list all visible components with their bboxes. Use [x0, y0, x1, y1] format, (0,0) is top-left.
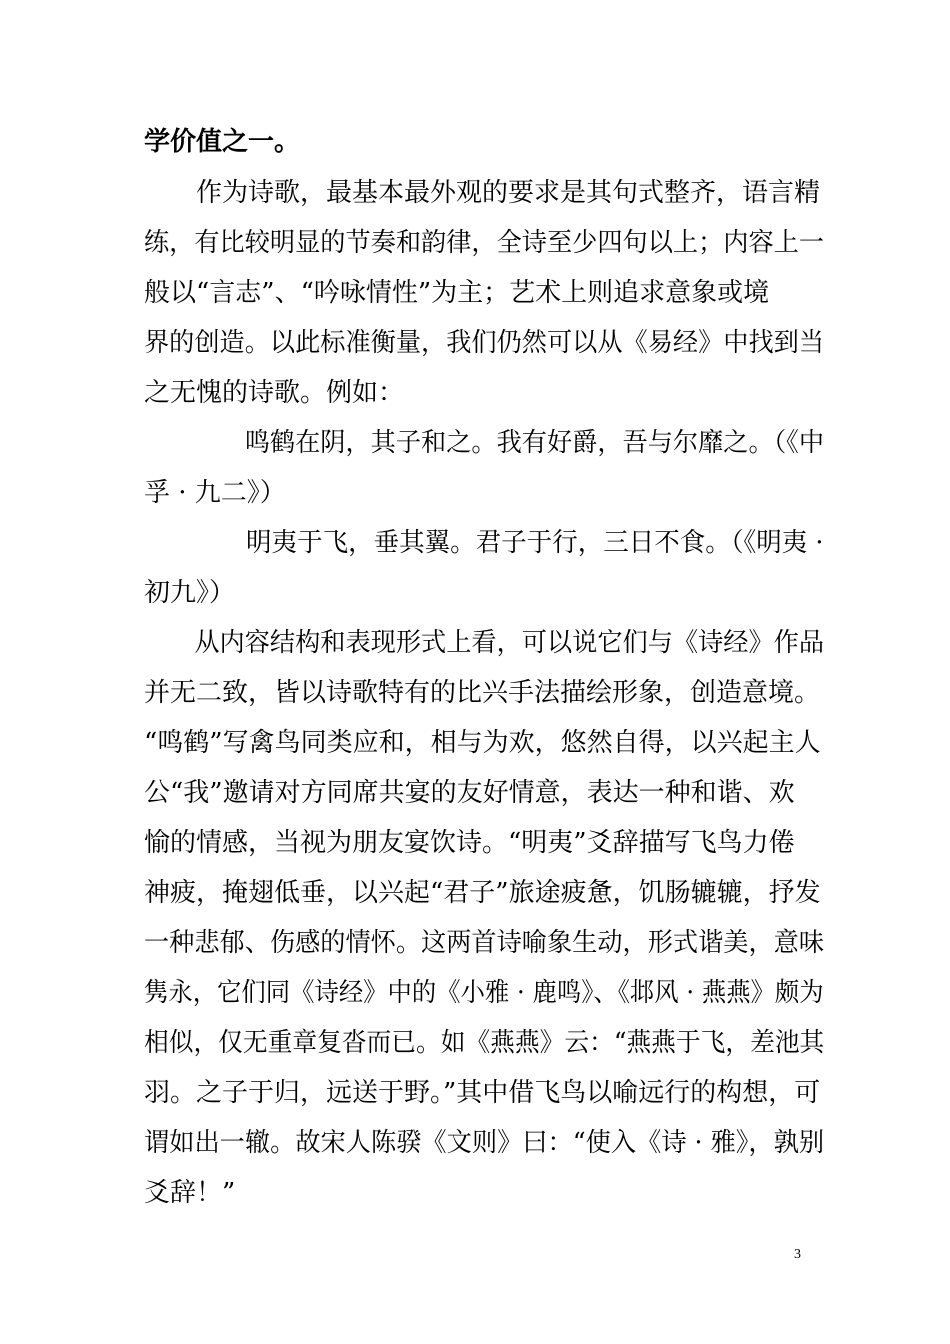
text-line-17: 谓如出一辙。故宋人陈骙《文则》曰：“使入《诗 · 雅》，孰别 [144, 1128, 825, 1158]
text-line-15: 相似，仅无重章复沓而已。如《燕燕》云：“燕燕于飞，差池其 [144, 1028, 825, 1058]
text-line-11: 愉的情感，当视为朋友宴饮诗。“明夷”爻辞描写飞鸟力倦 [144, 828, 795, 858]
quote-line-2: 明夷于飞，垂其翼。君子于行，三日不食。（《明夷 · [144, 528, 824, 558]
text-line-1: 学价值之一。 [144, 127, 301, 157]
quote-source-2: 初九》） [144, 578, 236, 608]
text-line-12: 神疲，掩翅低垂，以兴起“君子”旅途疲惫，饥肠辘辘，抒发 [144, 878, 821, 908]
text-line-13: 一种悲郁、伤感的情怀。这两首诗喻象生动，形式谐美，意味 [144, 928, 825, 958]
text-line-2: 作为诗歌，最基本最外观的要求是其句式整齐，语言精 [144, 178, 821, 208]
text-line-14: 隽永，它们同《诗经》中的《小雅 · 鹿鸣》、《邶风 · 燕燕》颇为 [144, 978, 824, 1008]
text-line-4: 般以“言志”、“吟咏情性”为主；艺术上则追求意象或境 [144, 278, 770, 308]
text-line-3: 练，有比较明显的节奏和韵律，全诗至少四句以上；内容上一 [144, 228, 825, 258]
quote-source-1: 孚 · 九二》） [144, 478, 286, 508]
text-line-5: 界的创造。以此标准衡量，我们仍然可以从《易经》中找到当 [144, 328, 825, 358]
text-line-7: 从内容结构和表现形式上看，可以说它们与《诗经》作品 [144, 628, 825, 658]
text-line-8: 并无二致，皆以诗歌特有的比兴手法描绘形象，创造意境。 [144, 678, 821, 708]
text-line-9: “鸣鹤”写禽鸟同类应和，相与为欢，悠然自得，以兴起主人 [144, 728, 821, 758]
text-line-6: 之无愧的诗歌。例如： [144, 378, 405, 408]
text-line-10: 公“我”邀请对方同席共宴的友好情意，表达一种和谐、欢 [144, 778, 795, 808]
page-number: 3 [794, 1247, 801, 1262]
text-line-16: 羽。之子于归，远送于野。”其中借飞鸟以喻远行的构想，可 [144, 1078, 821, 1108]
quote-line-1: 鸣鹤在阴，其子和之。我有好爵，吾与尔靡之。（《中 [144, 428, 825, 458]
text-line-18: 爻辞！” [144, 1178, 236, 1208]
